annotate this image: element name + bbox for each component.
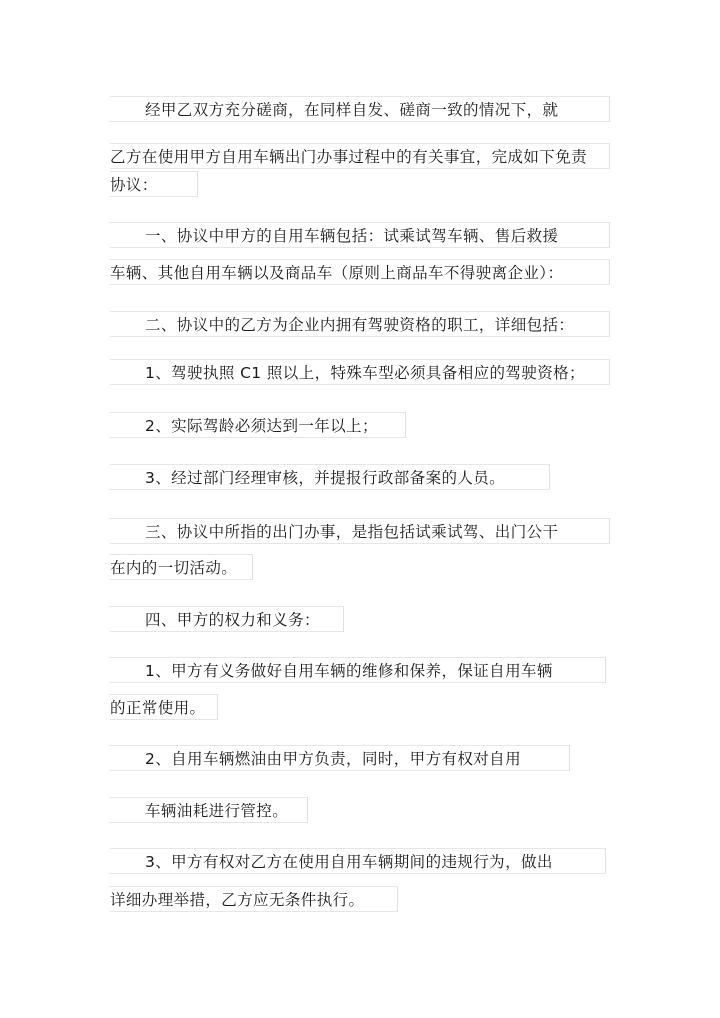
line-text: 1、驾驶执照 C1 照以上，特殊车型必须具备相应的驾驶资格； — [145, 364, 585, 382]
line-text: 的正常使用。 — [110, 699, 206, 717]
paragraph-line — [110, 359, 610, 385]
paragraph-line — [110, 745, 570, 771]
line-text: 二、协议中的乙方为企业内拥有驾驶资格的职工，详细包括： — [145, 316, 575, 334]
line-text: 2、实际驾龄必须达到一年以上； — [145, 417, 378, 435]
paragraph-line — [110, 657, 606, 683]
line-text: 3、经过部门经理审核，并提报行政部备案的人员。 — [145, 469, 506, 487]
line-text: 乙方在使用甲方自用车辆出门办事过程中的有关事宜，完成如下免责 — [110, 148, 588, 166]
paragraph-line — [110, 222, 610, 248]
line-text: 1、甲方有义务做好自用车辆的维修和保养，保证自用车辆 — [145, 662, 553, 680]
paragraph-line — [110, 886, 398, 912]
paragraph-line — [110, 412, 406, 438]
paragraph-line — [110, 606, 344, 632]
paragraph-line — [110, 554, 253, 580]
line-text: 车辆、其他自用车辆以及商品车（原则上商品车不得驶离企业）： — [110, 264, 564, 282]
line-text: 详细办理举措，乙方应无条件执行。 — [110, 891, 365, 909]
line-text: 2、自用车辆燃油由甲方负责，同时，甲方有权对自用 — [145, 750, 521, 768]
paragraph-line — [110, 464, 550, 490]
line-text: 协议： — [110, 176, 158, 194]
line-text: 在内的一切活动。 — [110, 559, 238, 577]
line-text: 四、甲方的权力和义务： — [145, 611, 320, 629]
line-text: 经甲乙双方充分磋商，在同样自发、磋商一致的情况下，就 — [145, 101, 559, 119]
paragraph-line — [110, 171, 198, 197]
paragraph-line — [110, 143, 610, 169]
line-text: 车辆油耗进行管控。 — [145, 802, 289, 820]
paragraph-line — [110, 518, 610, 544]
line-text: 3、甲方有权对乙方在使用自用车辆期间的违规行为，做出 — [145, 853, 553, 871]
paragraph-line — [110, 848, 606, 874]
paragraph-line — [110, 311, 610, 337]
paragraph-line — [110, 694, 218, 720]
line-text: 一、协议中甲方的自用车辆包括：试乘试驾车辆、售后救援 — [145, 227, 559, 245]
paragraph-line — [110, 96, 610, 122]
line-text: 三、协议中所指的出门办事，是指包括试乘试驾、出门公干 — [145, 523, 559, 541]
paragraph-line — [110, 259, 610, 285]
paragraph-line — [110, 797, 308, 823]
